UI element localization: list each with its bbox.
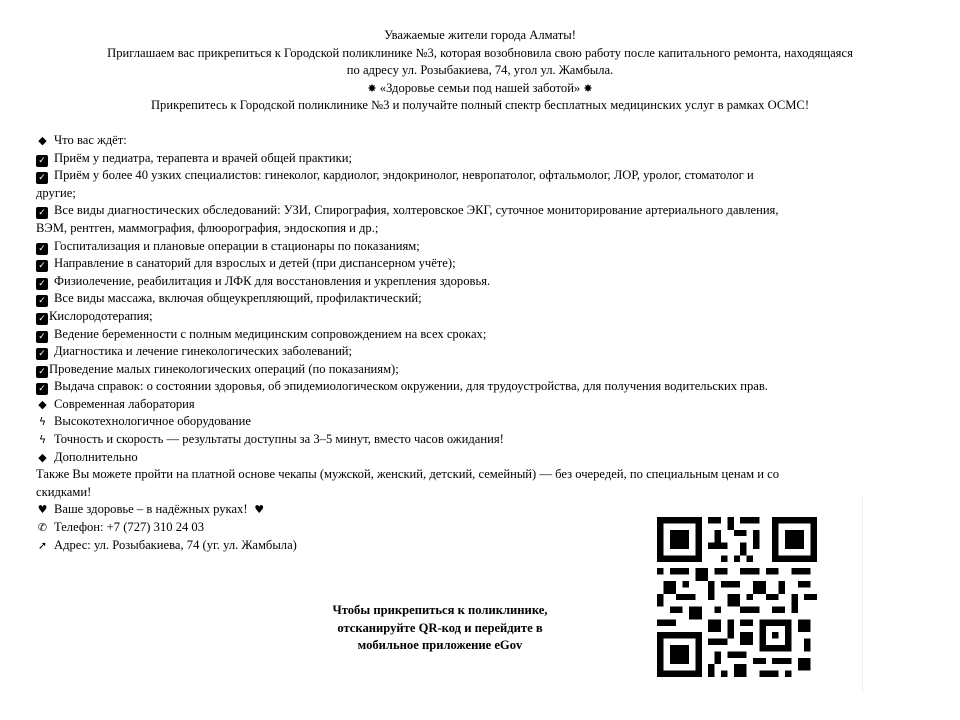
extra-text: Также Вы можете пройти на платной основе чекапы (мужской, женский, детский, семейный) — без очередей, по специальным ценам и со <box>36 467 780 482</box>
list-item-continuation: другие; <box>36 185 76 200</box>
list-item: ✓ Выдача справок: о состоянии здоровья, об эпидемиологическом окружении, для трудоустройства, для получения водительских прав. <box>36 378 924 396</box>
lightning-icon: ϟ <box>38 433 47 447</box>
checkbox-icon: ✓ <box>36 278 48 290</box>
slogan-text: «Здоровье семьи под нашей заботой» <box>379 80 581 95</box>
pin-icon: ➚ <box>37 538 48 552</box>
list-item: ✓ Физиолечение, реабилитация и ЛФК для восстановления и укрепления здоровья. <box>36 273 924 291</box>
list-item: ✓ Кислородотерапия; <box>36 308 924 326</box>
list-item: ✓ Все виды массажа, включая общеукрепляющий, профилактический; <box>36 290 924 308</box>
health-line: ♥ Ваше здоровье – в надёжных руках! ♥ <box>36 501 924 519</box>
diamond-icon: ◆ <box>38 450 47 464</box>
diamond-icon: ◆ <box>38 133 47 147</box>
star-icon: ✸ <box>367 81 377 95</box>
checkbox-icon: ✓ <box>36 243 48 255</box>
lab-item: ϟ Точность и скорость — результаты доступны за 3–5 минут, вместо часов ожидания! <box>36 431 924 449</box>
call-to-action: Прикрепитесь к Городской поликлинике №3 и получайте полный спектр бесплатных медицинских услуг в рамках ОСМС! <box>150 98 810 113</box>
phone-line: ✆ Телефон: +7 (727) 310 24 03 <box>36 519 924 537</box>
qr-caption-line-1: Чтобы прикрепиться к поликлинике, <box>332 603 548 617</box>
black-heart-icon: ♥ <box>254 503 265 517</box>
diamond-icon: ◆ <box>38 397 47 411</box>
checkbox-icon: ✓ <box>36 348 48 360</box>
list-item: ✓ Проведение малых гинекологических операций (по показаниям); <box>36 361 924 379</box>
extra-heading: ◆ Дополнительно <box>36 449 924 467</box>
list-item: ✓ Ведение беременности с полным медицинским сопровождением на всех сроках; <box>36 326 924 344</box>
list-item: ✓ Диагностика и лечение гинекологических заболеваний; <box>36 343 924 361</box>
list-item: ✓ Направление в санаторий для взрослых и детей (при диспансерном учёте); <box>36 255 924 273</box>
document-body <box>36 27 924 554</box>
checkbox-icon: ✓ <box>36 366 48 378</box>
list-item: ✓ Приём у педиатра, терапевта и врачей общей практики; <box>36 150 924 168</box>
checkbox-icon: ✓ <box>36 260 48 272</box>
address-line: ➚ Адрес: ул. Розыбакиева, 74 (уг. ул. Жамбыла) <box>36 537 924 555</box>
lightning-icon: ϟ <box>38 415 47 429</box>
extra-text-continuation: скидками! <box>36 484 92 499</box>
checkbox-icon: ✓ <box>36 383 48 395</box>
lab-heading: ◆ Современная лаборатория <box>36 396 924 414</box>
what-awaits-heading: ◆ Что вас ждёт: <box>36 132 924 150</box>
greeting: Уважаемые жители города Алматы! <box>384 28 576 42</box>
list-item: ✓ Госпитализация и плановые операции в стационары по показаниям; <box>36 238 924 256</box>
checkbox-icon: ✓ <box>36 331 48 343</box>
checkbox-icon: ✓ <box>36 313 48 325</box>
black-heart-icon: ♥ <box>37 503 48 517</box>
list-item: ✓ Все виды диагностических обследований: УЗИ, Спирография, холтеровское ЭКГ, суточное мониторирование артериального давления, <box>36 202 924 220</box>
qr-code[interactable] <box>657 512 817 682</box>
checkbox-icon: ✓ <box>36 295 48 307</box>
phone-icon: ✆ <box>37 521 48 535</box>
invite-line-2: по адресу ул. Розыбакиева, 74, угол ул. Жамбыла. <box>346 63 614 78</box>
qr-caption-line-2: отсканируйте QR-код и перейдите в <box>337 620 543 635</box>
checkbox-icon: ✓ <box>36 155 48 167</box>
checkbox-icon: ✓ <box>36 172 48 184</box>
list-item: ✓ Приём у более 40 узких специалистов: гинеколог, кардиолог, эндокринолог, невропатолог, офтальмолог, ЛОР, уролог, стоматолог и <box>36 167 924 185</box>
star-icon: ✸ <box>583 81 593 95</box>
slogan <box>36 80 924 98</box>
qr-caption-line-3: мобильное приложение eGov <box>357 638 523 653</box>
qr-caption <box>290 602 590 655</box>
lab-item: ϟ Высокотехнологичное оборудование <box>36 413 924 431</box>
list-item-continuation: ВЭМ, рентген, маммография, флюорография, эндоскопия и др.; <box>36 220 379 235</box>
checkbox-icon: ✓ <box>36 207 48 219</box>
invite-line-1: Приглашаем вас прикрепиться к Городской поликлинике №3, которая возобновила свою работу после капитального ремонта, находящаяся <box>107 45 853 60</box>
